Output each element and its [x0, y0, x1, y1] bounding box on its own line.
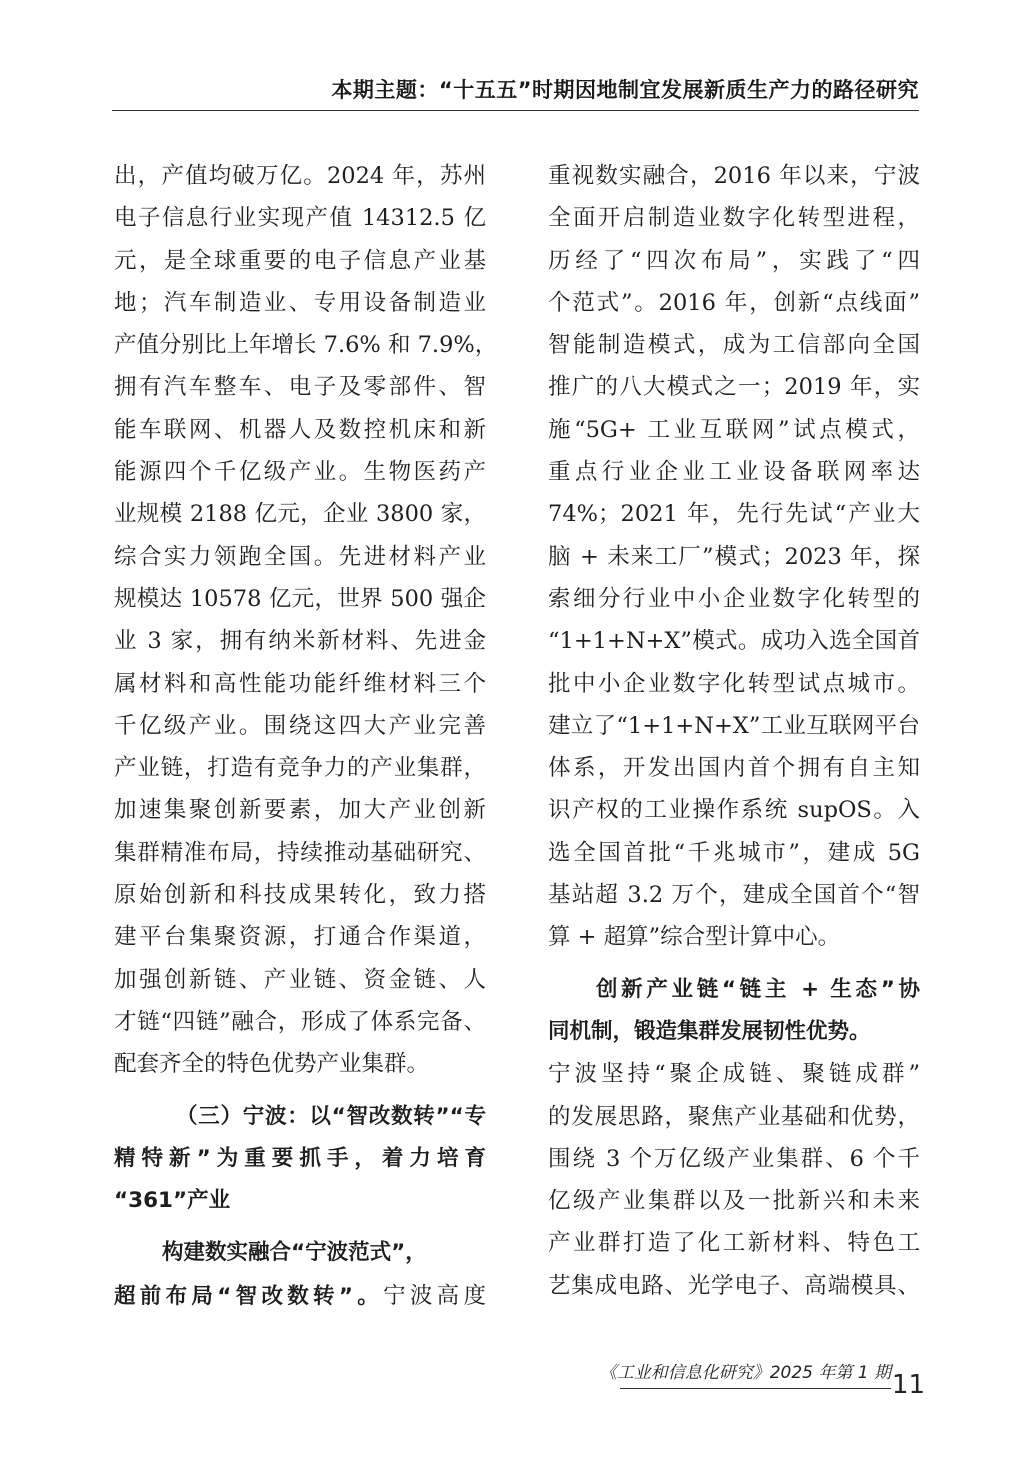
- text-line: 个范式”。2016 年，创新“点线面”: [548, 289, 920, 316]
- text-line: 电子信息行业实现产值 14312.5 亿: [114, 205, 486, 232]
- text-line: 推广的八大模式之一；2019 年，实: [548, 374, 920, 401]
- bold-lead-heading: [114, 1275, 486, 1317]
- text-line: 能车联网、机器人及数控机床和新: [114, 416, 486, 443]
- section-heading: （三）宁波：以“智改数转”“专: [176, 1103, 486, 1129]
- bold-lead-text: 超前布局“智改数转”。: [114, 1283, 384, 1309]
- running-header: 本期主题：“十五五”时期因地制宜发展新质生产力的路径研究: [331, 78, 919, 102]
- right-column: [548, 155, 920, 1307]
- text-line: 能源四个千亿级产业。生物医药产: [114, 459, 486, 486]
- text-line: 的发展思路，聚焦产业基础和优势，: [548, 1103, 920, 1130]
- text-line: 索细分行业中小企业数字化转型的: [548, 585, 920, 612]
- header-rule: [112, 110, 919, 111]
- text-line: 重视数实融合，2016 年以来，宁波: [548, 163, 920, 189]
- text-line: 批中小企业数字化转型试点城市。: [548, 670, 920, 697]
- text-line: 千亿级产业。围绕这四大产业完善: [114, 712, 486, 739]
- footer-rule: [620, 1388, 891, 1389]
- text-line: 产值分别比上年增长 7.6% 和 7.9%，: [114, 332, 498, 359]
- text-line: 规模达 10578 亿元，世界 500 强企: [114, 585, 486, 612]
- page-number: 11: [891, 1370, 925, 1400]
- text-line: 拥有汽车整车、电子及零部件、智: [114, 374, 486, 401]
- text-line: 选全国首批“千兆城市”，建成 5G: [548, 839, 920, 866]
- text-line: 综合实力领跑全国。先进材料产业: [114, 543, 486, 570]
- text-line: 业 3 家，拥有纳米新材料、先进金: [114, 628, 486, 655]
- text-line: 出，产值均破万亿。2024 年，苏州: [114, 163, 486, 189]
- text-line: 配套齐全的特色优势产业集群。: [114, 1051, 430, 1078]
- text-line: 业规模 2188 亿元，企业 3800 家，: [114, 501, 486, 528]
- text-line: 建平台集聚资源，打通合作渠道，: [114, 924, 486, 951]
- text-line: 产业链，打造有竞争力的产业集群，: [114, 755, 486, 782]
- text-line: 智能制造模式，成为工信部向全国: [548, 332, 920, 359]
- text-line: 74%；2021 年，先行先试“产业大: [548, 501, 920, 528]
- bold-lead-heading: 同机制，锻造集群发展韧性优势。: [548, 1018, 871, 1044]
- journal-footer: 《工业和信息化研究》2025 年第 1 期: [599, 1363, 891, 1383]
- text-line: 围绕 3 个万亿级产业集群、6 个千: [548, 1145, 920, 1172]
- text-line: 艺集成电路、光学电子、高端模具、: [548, 1272, 920, 1299]
- text-line: 属材料和高性能功能纤维材料三个: [114, 670, 486, 697]
- text-line: 重点行业企业工业设备联网率达: [548, 459, 920, 486]
- text-line: “1+1+N+X”模式。成功入选全国首: [548, 628, 920, 655]
- text-line: 原始创新和科技成果转化，致力搭: [114, 882, 486, 909]
- text-line: 历经了“四次布局”，实践了“四: [548, 247, 920, 274]
- text-line: 基站超 3.2 万个，建成全国首个“智: [548, 882, 920, 909]
- paragraph-start: 宁波高度: [383, 1282, 486, 1309]
- section-heading: “361”产业: [114, 1188, 231, 1214]
- text-line: 宁波坚持“聚企成链、聚链成群”: [548, 1061, 920, 1088]
- text-line: 识产权的工业操作系统 supOS。入: [548, 797, 920, 824]
- text-line: 脑 + 未来工厂”模式；2023 年，探: [548, 543, 920, 570]
- text-line: 全面开启制造业数字化转型进程，: [548, 205, 920, 232]
- text-line: 施“5G+ 工业互联网”试点模式，: [548, 416, 920, 443]
- text-line: 算 + 超算”综合型计算中心。: [548, 924, 841, 951]
- text-line: 地；汽车制造业、专用设备制造业: [114, 289, 486, 316]
- text-line: 亿级产业集群以及一批新兴和未来: [548, 1188, 920, 1215]
- text-line: 加速集聚创新要素，加大产业创新: [114, 797, 486, 824]
- section-heading: 精特新”为重要抓手，着力培育: [114, 1145, 486, 1171]
- text-line: 建立了“1+1+N+X”工业互联网平台: [548, 712, 920, 739]
- text-line: 加强创新链、产业链、资金链、人: [114, 966, 486, 993]
- left-column: [114, 155, 498, 1317]
- bold-lead-heading: 创新产业链“链主 + 生态”协: [596, 976, 920, 1002]
- text-line: 才链“四链”融合，形成了体系完备、: [114, 1008, 486, 1035]
- text-line: 元，是全球重要的电子信息产业基: [114, 247, 486, 274]
- bold-lead-heading: 构建数实融合“宁波范式”，: [162, 1240, 427, 1266]
- text-line: 集群精准布局，持续推动基础研究、: [114, 839, 486, 866]
- text-line: 产业群打造了化工新材料、特色工: [548, 1230, 920, 1257]
- text-line: 体系，开发出国内首个拥有自主知: [548, 755, 920, 782]
